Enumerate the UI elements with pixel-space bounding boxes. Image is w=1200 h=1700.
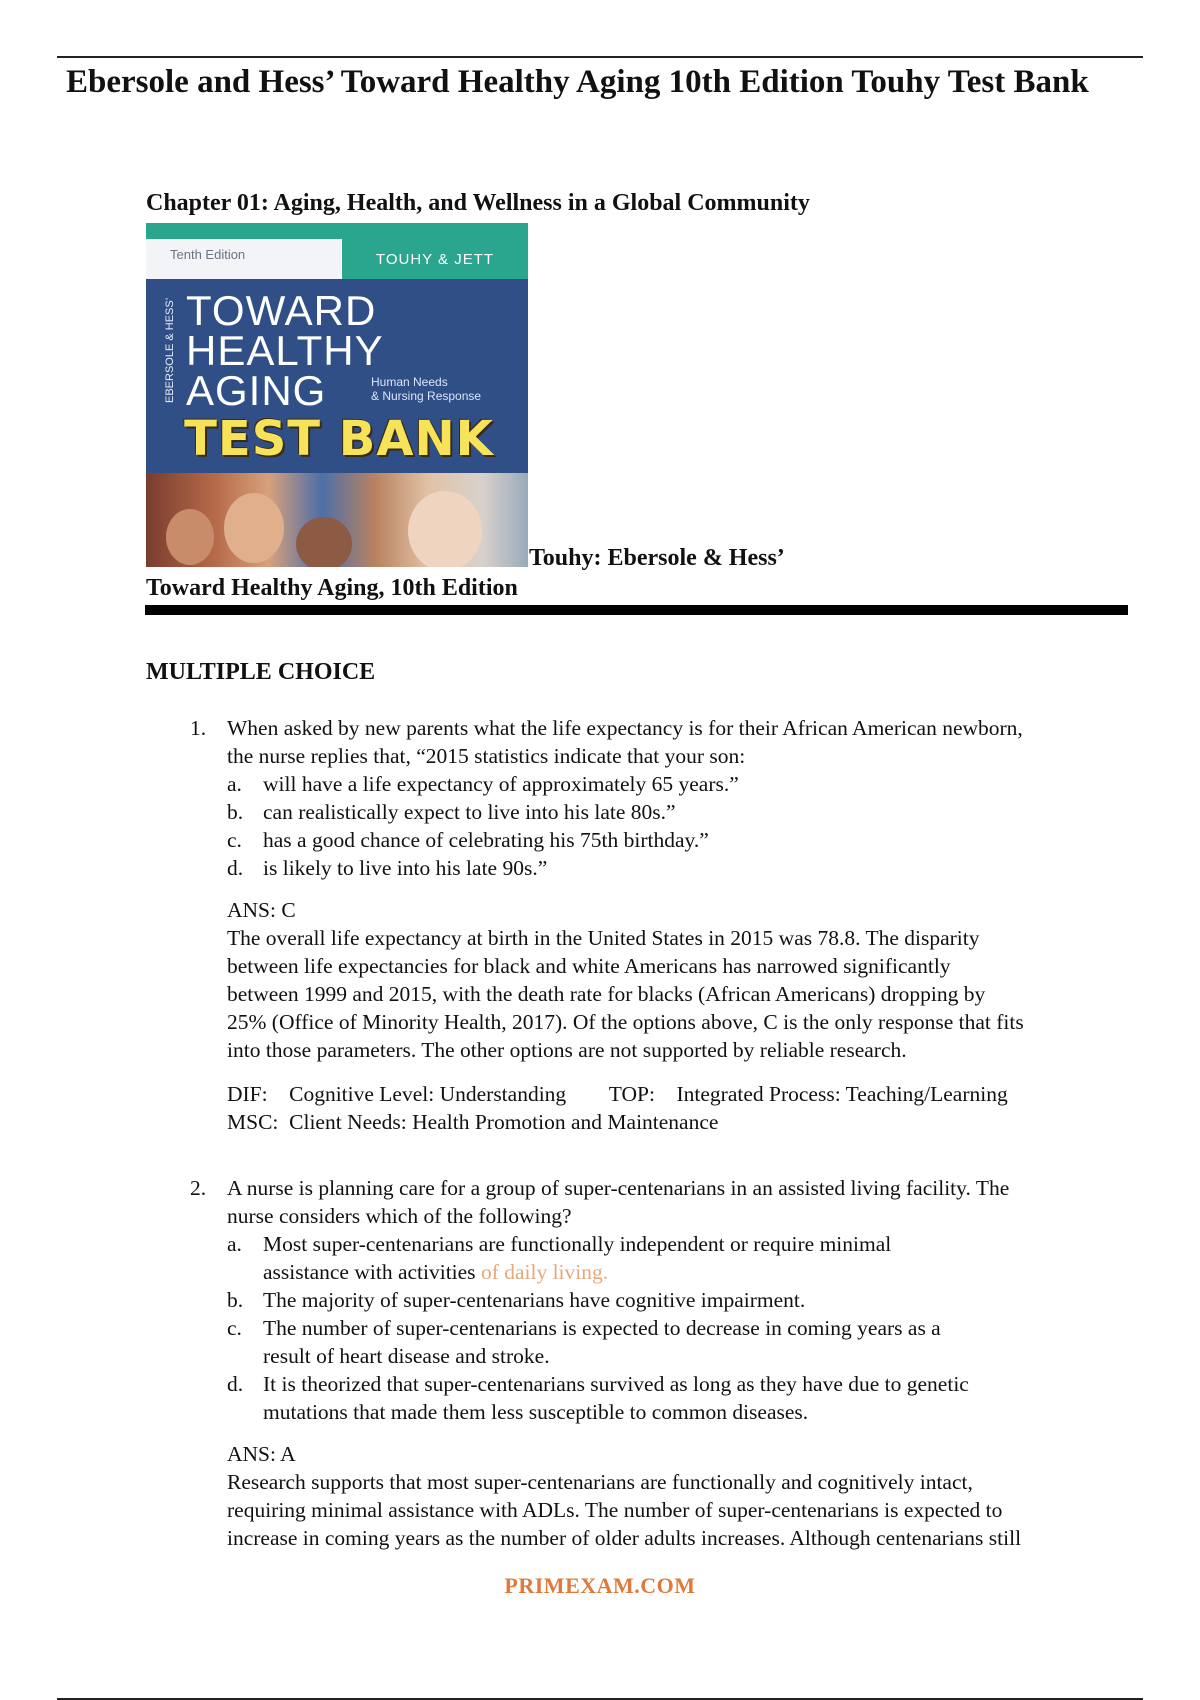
rationale-line: between 1999 and 2015, with the death rate for blacks (African Americans) dropping by [227, 982, 986, 1006]
option-text: has a good chance of celebrating his 75th birthday.” [263, 828, 709, 852]
rationale-line: The overall life expectancy at birth in the United States in 2015 was 78.8. The disparity [227, 926, 980, 950]
footer-brand[interactable]: PRIMEXAM.COM [504, 1573, 696, 1598]
cover-spine-label: EBERSOLE & HESS’ [164, 297, 176, 403]
option-letter: b. [227, 1288, 244, 1312]
option-letter: d. [227, 856, 244, 880]
book-caption-title: Toward Healthy Aging, 10th Edition [146, 575, 518, 601]
cover-face-1 [166, 509, 214, 565]
question-stem [227, 714, 1140, 770]
option-letter: c. [227, 828, 242, 852]
section-divider [145, 605, 1128, 615]
option-text-continued: result of heart disease and stroke. [263, 1344, 550, 1368]
document-title: Ebersole and Hess’ Toward Healthy Aging 10th Edition Touhy Test Bank [66, 64, 1089, 100]
cover-face-2 [224, 493, 284, 563]
question-stem-line: When asked by new parents what the life expectancy is for their African American newborn, [227, 716, 1023, 740]
option-a [227, 770, 1140, 798]
option-b [227, 798, 1140, 826]
option-d [227, 1370, 1140, 1426]
cover-top-stripe [146, 223, 528, 239]
question-2 [190, 1174, 1140, 1552]
section-heading: MULTIPLE CHOICE [146, 659, 376, 685]
question-stem [227, 1174, 1140, 1230]
question-1 [190, 714, 1140, 1136]
option-letter: d. [227, 1372, 244, 1396]
cover-subtitle-line-2: & Nursing Response [371, 389, 482, 403]
rationale-line: requiring minimal assistance with ADLs. The number of super-centenarians is expected to [227, 1498, 1003, 1522]
rationale-line: increase in coming years as the number of older adults increases. Although centenarians still [227, 1526, 1022, 1550]
question-stem-line: A nurse is planning care for a group of super-centenarians in an assisted living facility. The [227, 1176, 1010, 1200]
option-letter: b. [227, 800, 244, 824]
cover-title-line-1: TOWARD [186, 287, 377, 334]
option-c [227, 1314, 1140, 1370]
option-text-prefix: assistance with activities [263, 1260, 481, 1284]
option-text: Most super-centenarians are functionally independent or require minimal [263, 1232, 892, 1256]
option-c [227, 826, 1140, 854]
rationale-line: into those parameters. The other options are not supported by reliable research. [227, 1038, 907, 1062]
question-stem-line: the nurse replies that, “2015 statistics indicate that your son: [227, 744, 746, 768]
option-text-continued [263, 1258, 1140, 1286]
option-letter: a. [227, 1232, 242, 1256]
answer-key: ANS: A [227, 1442, 296, 1466]
rationale-line: 25% (Office of Minority Health, 2017). Of the options above, C is the only response that fits [227, 1010, 1024, 1034]
option-letter: c. [227, 1316, 242, 1340]
book-caption-author: Touhy: Ebersole & Hess’ [529, 545, 785, 571]
book-cover-image [146, 223, 528, 567]
answer-block [227, 896, 1140, 1064]
rationale-line: Research supports that most super-centenarians are functionally and cognitively intact, [227, 1470, 973, 1494]
option-text: can realistically expect to live into his late 80s.” [263, 800, 676, 824]
option-text: The majority of super-centenarians have cognitive impairment. [263, 1288, 806, 1312]
cover-face-4 [408, 491, 482, 567]
cover-title-line-2: HEALTHY [186, 327, 384, 374]
cover-face-3 [296, 517, 352, 567]
question-number: 2. [190, 1176, 207, 1200]
answer-key: ANS: C [227, 898, 296, 922]
cover-subtitle [371, 375, 521, 403]
option-d [227, 854, 1140, 882]
cover-title-line-3: AGING [186, 367, 327, 414]
rationale-line: between life expectancies for black and white Americans has narrowed significantly [227, 954, 951, 978]
option-letter: a. [227, 772, 242, 796]
answer-options [227, 1230, 1140, 1426]
option-text: is likely to live into his late 90s.” [263, 856, 548, 880]
answer-options [227, 770, 1140, 882]
cover-edition-label: Tenth Edition [170, 247, 246, 262]
chapter-heading: Chapter 01: Aging, Health, and Wellness in a Global Community [146, 190, 810, 216]
metadata-line: DIF: Cognitive Level: Understanding TOP: Integrated Process: Teaching/Learning [227, 1082, 1008, 1106]
question-stem-line: nurse considers which of the following? [227, 1204, 572, 1228]
watermarked-text: of daily living. [480, 1260, 609, 1284]
option-text: The number of super-centenarians is expected to decrease in coming years as a [263, 1316, 941, 1340]
metadata-line: MSC: Client Needs: Health Promotion and Maintenance [227, 1110, 719, 1134]
question-metadata [227, 1080, 1140, 1136]
question-number: 1. [190, 716, 207, 740]
option-a [227, 1230, 1140, 1286]
option-text: will have a life expectancy of approximately 65 years.” [263, 772, 739, 796]
answer-block [227, 1440, 1140, 1552]
option-text: It is theorized that super-centenarians survived as long as they have due to genetic [263, 1372, 969, 1396]
cover-test-bank-banner: TEST BANK [184, 411, 494, 467]
cover-photo [146, 473, 528, 567]
cover-subtitle-line-1: Human Needs [371, 375, 448, 389]
cover-authors: TOUHY & JETT [342, 239, 528, 279]
option-text-continued: mutations that made them less susceptible to common diseases. [263, 1400, 809, 1424]
top-rule [57, 56, 1143, 58]
option-b [227, 1286, 1140, 1314]
